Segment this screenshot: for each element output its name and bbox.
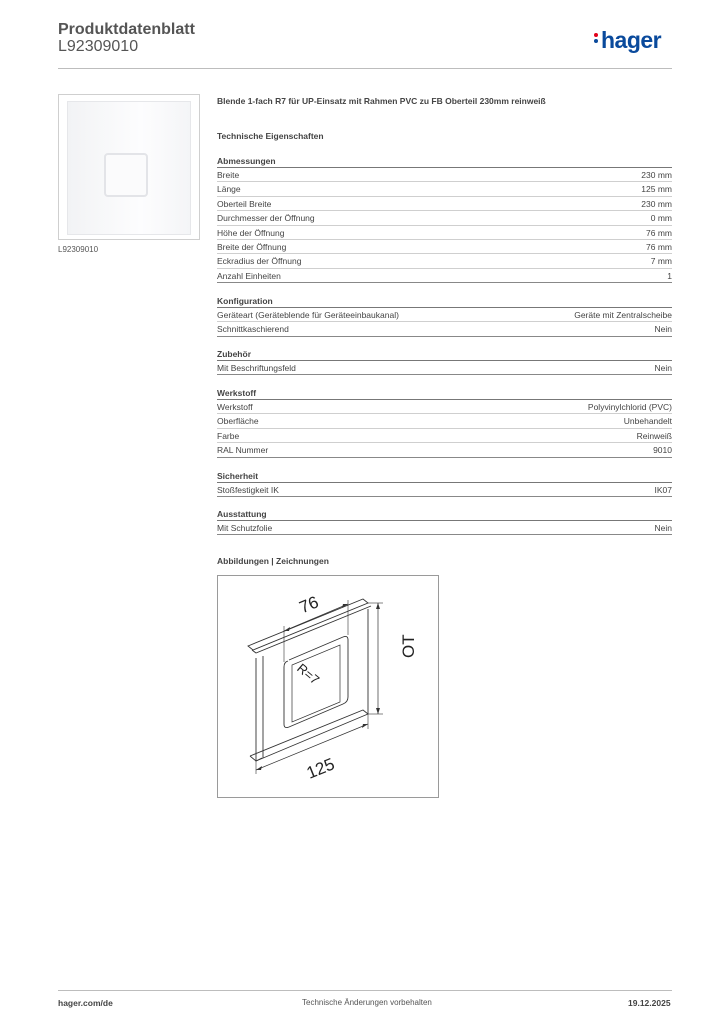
spec-value: IK07 [654,485,672,495]
spec-value: Unbehandelt [623,416,672,427]
section-title: Werkstoff [217,387,672,400]
spec-value: Reinweiß [636,430,672,441]
spec-label: Farbe [217,430,240,441]
dimension-width-label: 76 [296,592,322,618]
spec-label: Schnittkaschierend [217,324,289,335]
footer-disclaimer: Technische Änderungen vorbehalten [302,998,432,1007]
dimension-length-label: 125 [303,754,338,783]
hager-logo [594,27,661,54]
spec-value: 125 mm [641,184,672,195]
spec-value: 9010 [653,445,672,456]
spec-row [217,483,672,497]
spec-label: Oberfläche [217,416,259,427]
spec-label: Mit Schutzfolie [217,523,273,533]
spec-label: Breite [217,170,240,180]
article-number: L92309010 [58,38,139,55]
spec-value: Geräte mit Zentralscheibe [574,310,672,320]
spec-value: 76 mm [646,241,672,252]
footer-divider [58,990,672,991]
spec-label: Durchmesser der Öffnung [217,213,315,224]
spec-value: Polyvinylchlorid (PVC) [587,402,672,412]
technical-drawing [217,575,439,798]
spec-value: Nein [654,324,672,335]
spec-value: 76 mm [646,227,672,238]
spec-section [217,295,672,337]
footer-date: 19.12.2025 [628,998,671,1008]
spec-value: 0 mm [650,213,672,224]
spec-section [217,155,672,283]
spec-value: 1 [667,270,672,281]
logo-dots-icon [594,31,599,45]
product-title: Blende 1-fach R7 für UP-Einsatz mit Rahmen PVC zu FB Oberteil 230mm reinweiß [217,96,546,106]
spec-label: Eckradius der Öffnung [217,256,302,267]
spec-row [217,211,672,225]
spec-row [217,254,672,268]
spec-label: RAL Nummer [217,445,269,456]
spec-value: 230 mm [641,198,672,209]
spec-value: 7 mm [650,256,672,267]
spec-label: Mit Beschriftungsfeld [217,363,296,373]
spec-row [217,226,672,240]
spec-row [217,400,672,414]
spec-label: Geräteart (Geräteblende für Geräteeinbaukanal) [217,310,399,320]
section-title: Ausstattung [217,508,672,521]
spec-row [217,168,672,182]
spec-row [217,521,672,535]
tech-heading: Technische Eigenschaften [217,131,324,141]
spec-label: Oberteil Breite [217,198,272,209]
spec-row [217,361,672,375]
spec-label: Höhe der Öffnung [217,227,285,238]
dimension-drawing-icon [218,576,438,797]
dimension-radius-label: R=7 [294,660,323,688]
image-caption: L92309010 [58,245,99,254]
footer-website: hager.com/de [58,998,113,1008]
spec-label: Anzahl Einheiten [217,270,281,281]
spec-row [217,308,672,322]
spec-row [217,240,672,254]
spec-row [217,443,672,457]
header-divider [58,68,672,69]
spec-label: Werkstoff [217,402,253,412]
plate-opening [104,153,148,197]
logo-text: hager [601,27,662,53]
drawings-heading: Abbildungen | Zeichnungen [217,556,329,566]
spec-row [217,429,672,443]
spec-row [217,414,672,428]
spec-value: 230 mm [641,170,672,180]
product-image [58,94,200,240]
spec-row [217,322,672,336]
spec-section [217,470,672,497]
section-title: Konfiguration [217,295,672,308]
section-title: Abmessungen [217,155,672,168]
spec-label: Länge [217,184,241,195]
spec-row [217,269,672,283]
cover-plate-icon [67,101,191,235]
spec-row [217,182,672,196]
spec-section [217,508,672,535]
section-title: Zubehör [217,348,672,361]
spec-row [217,197,672,211]
spec-label: Breite der Öffnung [217,241,287,252]
spec-value: Nein [654,363,672,373]
section-title: Sicherheit [217,470,672,483]
spec-section [217,348,672,375]
spec-label: Stoßfestigkeit IK [217,485,279,495]
page-title: Produktdatenblatt [58,21,195,38]
spec-section [217,387,672,458]
dimension-height-label: OT [399,634,418,658]
spec-value: Nein [654,523,672,533]
